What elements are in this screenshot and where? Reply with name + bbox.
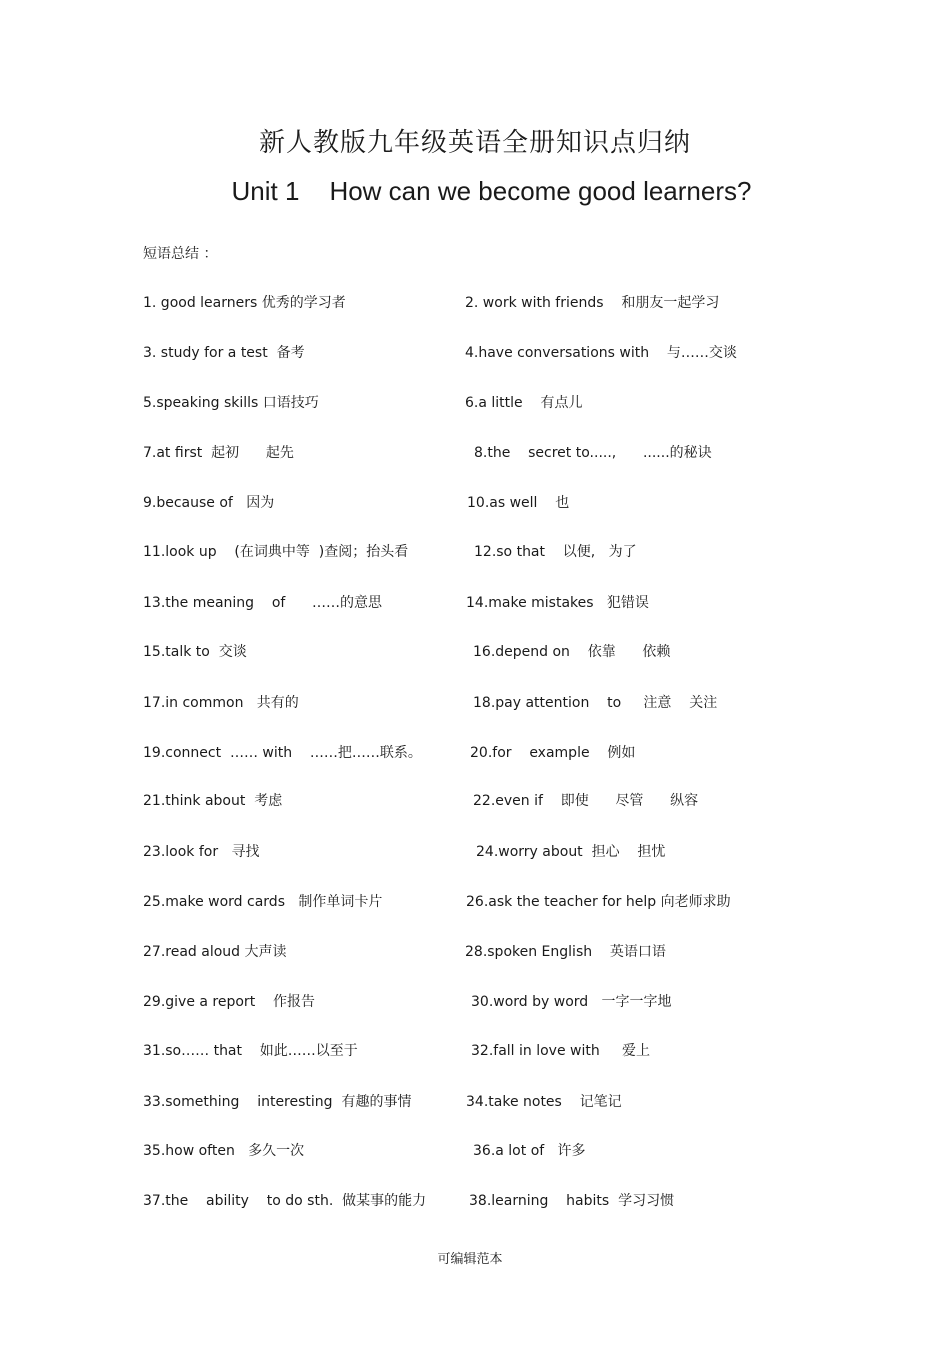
phrase-item: 5.speaking skills 口语技巧 [143,395,319,411]
phrase-item: 37.the ability to do sth. 做某事的能力 [143,1193,427,1209]
phrase-item: 25.make word cards 制作单词卡片 [143,894,383,910]
phrase-item: 18.pay attention to 注意 关注 [473,695,718,711]
phrase-item: 26.ask the teacher for help 向老师求助 [466,894,731,910]
phrase-item: 35.how often 多久一次 [143,1143,305,1159]
phrase-item: 11.look up (在词典中等 )查阅；抬头看 [143,544,409,560]
phrase-item: 10.as well 也 [467,495,570,511]
unit-question: How can we become good learners? [329,176,752,206]
phrase-item: 21.think about 考虑 [143,793,283,809]
phrase-item: 24.worry about 担心 担忧 [476,844,666,860]
phrase-item: 30.word by word 一字一字地 [471,994,672,1010]
page-title: 新人教版九年级英语全册知识点归纳 [258,128,691,158]
unit-label: Unit 1 [231,176,300,206]
phrase-item: 8.the secret to....., ......的秘诀 [474,445,712,461]
phrase-item: 27.read aloud 大声读 [143,944,287,960]
phrase-item: 13.the meaning of ……的意思 [143,595,383,611]
phrase-item: 16.depend on 依靠 依赖 [473,644,671,660]
phrase-item: 20.for example 例如 [470,745,636,761]
phrase-item: 9.because of 因为 [143,495,275,511]
phrase-item: 7.at first 起初 起先 [143,445,294,461]
phrase-item: 34.take notes 记笔记 [466,1094,622,1110]
phrase-item: 14.make mistakes 犯错误 [466,595,649,611]
phrase-item: 2. work with friends 和朋友一起学习 [465,295,720,311]
phrase-item: 19.connect …… with ……把……联系。 [143,745,422,761]
phrase-item: 29.give a report 作报告 [143,994,315,1010]
page-footer: 可编辑范本 [437,1252,503,1267]
section-label: 短语总结 ： [143,246,218,262]
phrase-item: 33.something interesting 有趣的事情 [143,1094,412,1110]
phrase-item: 22.even if 即使 尽管 纵容 [473,793,699,809]
phrase-item: 28.spoken English 英语口语 [465,944,666,960]
phrase-item: 32.fall in love with 爱上 [471,1043,650,1059]
phrase-item: 38.learning habits 学习习惯 [469,1193,675,1209]
phrase-item: 15.talk to 交谈 [143,644,247,660]
phrase-item: 12.so that 以便, 为了 [474,544,637,560]
phrase-item: 36.a lot of 许多 [473,1143,586,1159]
phrase-item: 31.so…… that 如此……以至于 [143,1043,358,1059]
phrase-item: 23.look for 寻找 [143,844,260,860]
phrase-item: 3. study for a test 备考 [143,345,305,361]
phrase-item: 4.have conversations with 与……交谈 [465,345,737,361]
phrase-item: 1. good learners 优秀的学习者 [143,295,346,311]
phrase-item: 6.a little 有点儿 [465,395,583,411]
phrase-item: 17.in common 共有的 [143,695,299,711]
